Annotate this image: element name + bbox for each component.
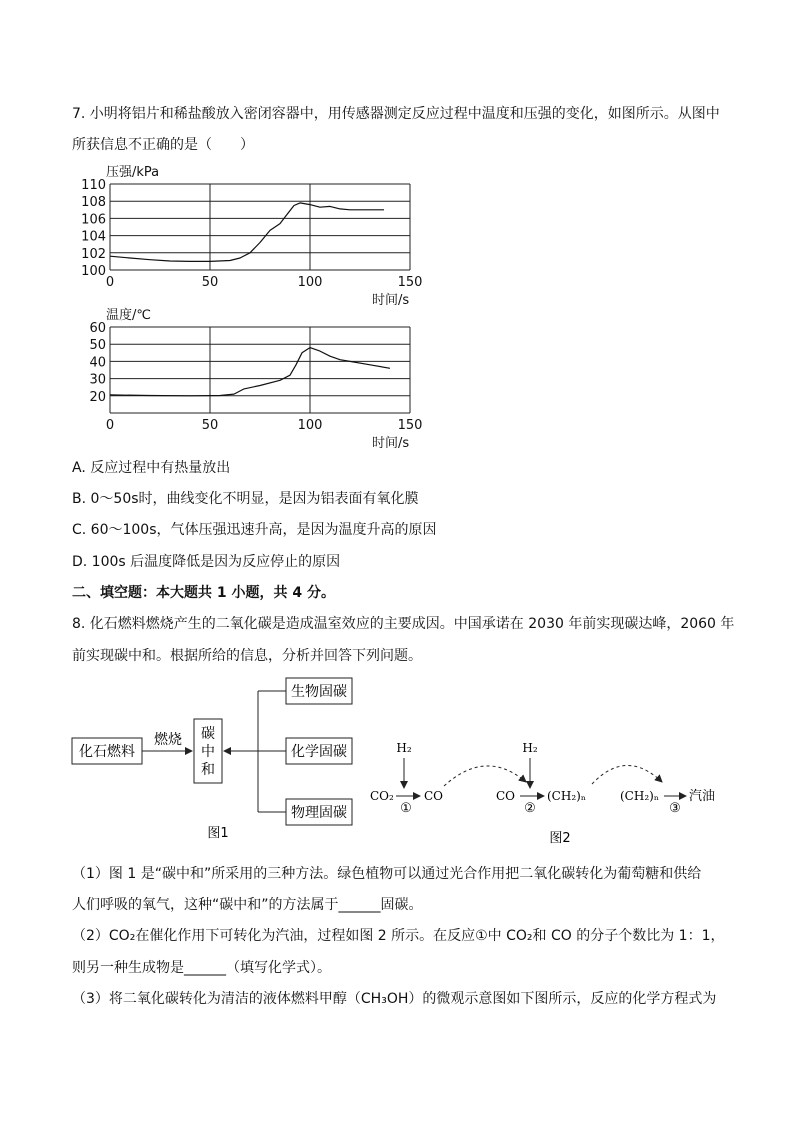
y-tick-label: 30 [89, 372, 106, 388]
q7-stem-line2: 所获信息不正确的是（ ） [72, 137, 254, 153]
figure-1-caption: 图1 [207, 826, 229, 841]
pressure-chart [72, 160, 432, 305]
y-tick-label: 50 [89, 338, 106, 354]
figure-2-co2-to-gasoline [366, 730, 726, 854]
y-tick-label: 100 [81, 264, 106, 279]
q8-sub1-line1: （1）图 1 是“碳中和”所采用的三种方法。绿色植物可以通过光合作用把二氧化碳转化为葡萄糖和供给 [72, 866, 702, 882]
x-tick-label: 100 [297, 418, 323, 433]
bio-method-label: 生物固碳 [291, 684, 347, 700]
x-axis-label: 时间/s [372, 436, 410, 448]
temperature-chart [72, 303, 432, 448]
x-axis-label: 时间/s [372, 293, 410, 305]
q8-stem-line2: 前实现碳中和。根据所给的信息，分析并回答下列问题。 [72, 648, 422, 664]
step-3-marker: ③ [669, 801, 681, 816]
q8-sub2-line1: （2）CO₂在催化作用下可转化为汽油，过程如图 2 所示。在反应①中 CO₂和 CO 的分子个数比为 1：1， [72, 928, 725, 944]
co-label-1: CO [424, 789, 444, 803]
q8-stem-line1: 8. 化石燃料燃烧产生的二氧化碳是造成温室效应的主要成因。中国承诺在 2030 年前实现碳达峰，2060 年 [72, 616, 735, 632]
y-axis-label: 温度/℃ [106, 308, 151, 323]
fossil-fuel-label: 化石燃料 [79, 744, 135, 760]
x-tick-label: 50 [201, 418, 219, 433]
chem-method-label: 化学固碳 [291, 744, 347, 760]
figure-2-caption: 图2 [549, 831, 571, 846]
y-tick-label: 108 [81, 195, 106, 211]
co2-label: CO₂ [370, 789, 394, 803]
q8-sub3-line1: （3）将二氧化碳转化为清洁的液体燃料甲醇（CH₃OH）的微观示意图如下图所示，反应的化学方程式为 [72, 991, 717, 1007]
y-axis-label: 压强/kPa [106, 165, 160, 180]
y-tick-label: 40 [89, 355, 106, 371]
x-tick-label: 100 [297, 275, 323, 290]
q7-option-d: D. 100s 后温度降低是因为反应停止的原因 [72, 554, 341, 570]
q7-option-a: A. 反应过程中有热量放出 [72, 460, 231, 476]
x-tick-label: 150 [397, 418, 423, 433]
q7-option-b: B. 0～50s时，曲线变化不明显，是因为铝表面有氧化膜 [72, 491, 419, 507]
q7-option-c: C. 60～100s，气体压强迅速升高，是因为温度升高的原因 [72, 522, 437, 538]
ch2n-label-1: (CH₂)ₙ [547, 789, 587, 803]
burn-label: 燃烧 [154, 732, 182, 748]
y-tick-label: 60 [89, 321, 106, 336]
y-tick-label: 20 [89, 389, 106, 405]
carbon-neutral-char-2: 中 [201, 744, 215, 760]
h2-label-1: H₂ [396, 741, 412, 755]
y-tick-label: 106 [81, 212, 106, 228]
carry-over-arrow-1 [444, 766, 526, 786]
gasoline-label: 汽油 [689, 789, 716, 804]
carry-over-arrow-2 [592, 765, 662, 784]
figure-1-carbon-neutral-diagram [70, 676, 370, 844]
y-tick-label: 110 [81, 178, 106, 193]
carbon-neutral-char-1: 碳 [201, 726, 215, 742]
step-1-marker: ① [400, 801, 412, 816]
x-tick-label: 0 [105, 275, 115, 290]
x-tick-label: 50 [201, 275, 219, 290]
q7-stem-line1: 7. 小明将铝片和稀盐酸放入密闭容器中，用传感器测定反应过程中温度和压强的变化，如图所示。从图中 [72, 106, 720, 122]
y-tick-label: 104 [81, 229, 106, 245]
h2-label-2: H₂ [522, 741, 538, 755]
phys-method-label: 物理固碳 [291, 805, 347, 821]
x-tick-label: 0 [105, 418, 115, 433]
x-tick-label: 150 [397, 275, 423, 290]
series-line-0 [110, 348, 390, 396]
y-tick-label: 102 [81, 246, 106, 262]
co-label-2: CO [496, 789, 516, 803]
q8-sub1-line2: 人们呼吸的氧气，这种“碳中和”的方法属于______固碳。 [72, 897, 423, 913]
step-2-marker: ② [524, 801, 536, 816]
carbon-neutral-char-3: 和 [201, 762, 215, 778]
section2-heading: 二、填空题：本大题共 1 小题，共 4 分。 [72, 585, 335, 601]
ch2n-label-2: (CH₂)ₙ [620, 789, 660, 803]
q8-sub2-line2: 则另一种生成物是______（填写化学式）。 [72, 960, 331, 976]
